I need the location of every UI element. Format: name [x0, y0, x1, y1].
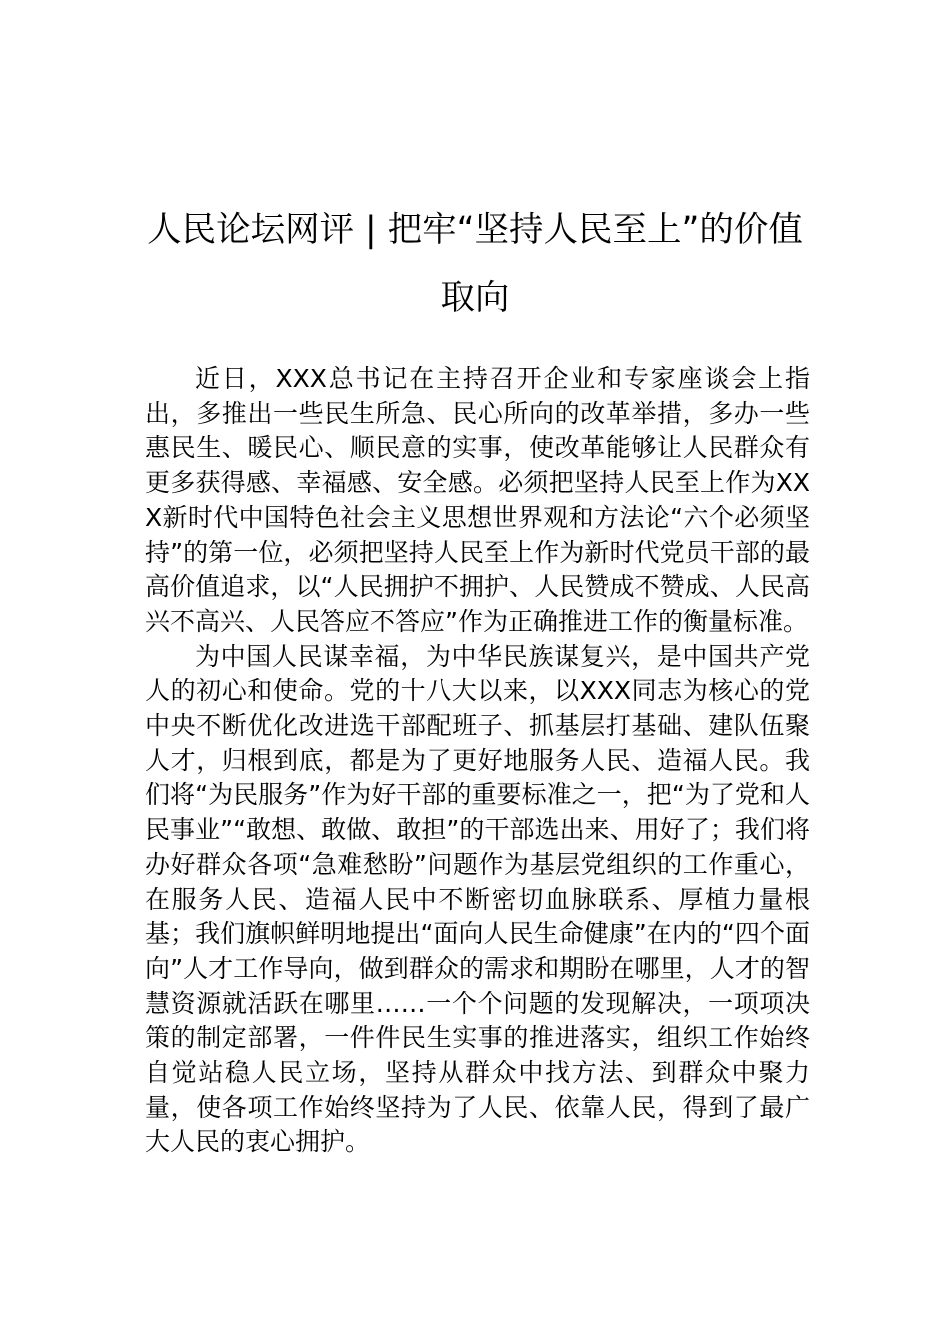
- paragraph-2: 为中国人民谋幸福，为中华民族谋复兴，是中国共产党人的初心和使命。党的十八大以来，以XXX同志为核心的党中央不断优化改进选干部配班子、抓基层打基础、建队伍聚人才，归根到底，都是为了更好地服务人民、造福人民。我们将“为民服务”作为好干部的重要标准之一，把“为了党和人民事业”“敢想、敢做、敢担”的干部选出来、用好了；我们将办好群众各项“急难愁盼”问题作为基层党组织的工作重心，在服务人民、造福人民中不断密切血脉联系、厚植力量根基；我们旗帜鲜明地提出“面向人民生命健康”在内的“四个面向”人才工作导向，做到群众的需求和期盼在哪里，人才的智慧资源就活跃在哪里……一个个问题的发现解决，一项项决策的制定部署，一件件民生实事的推进落实，组织工作始终自觉站稳人民立场，坚持从群众中找方法、到群众中聚力量，使各项工作始终坚持为了人民、依靠人民，得到了最广大人民的衷心拥护。: [145, 641, 810, 1157]
- document-body: [145, 362, 810, 1160]
- document-title: 人民论坛网评 | 把牢“坚持人民至上”的价值取向: [147, 210, 803, 318]
- paragraph-1: 近日，XXX总书记在主持召开企业和专家座谈会上指出，多推出一些民生所急、民心所向的改革举措，多办一些惠民生、暖民心、顺民意的实事，使改革能够让人民群众有更多获得感、幸福感、安全感。必须把坚持人民至上作为XXX新时代中国特色社会主义思想世界观和方法论“六个必须坚持”的第一位，必须把坚持人民至上作为新时代党员干部的最高价值追求，以“人民拥护不拥护、人民赞成不赞成、人民高兴不高兴、人民答应不答应”作为正确推进工作的衡量标准。: [145, 364, 810, 636]
